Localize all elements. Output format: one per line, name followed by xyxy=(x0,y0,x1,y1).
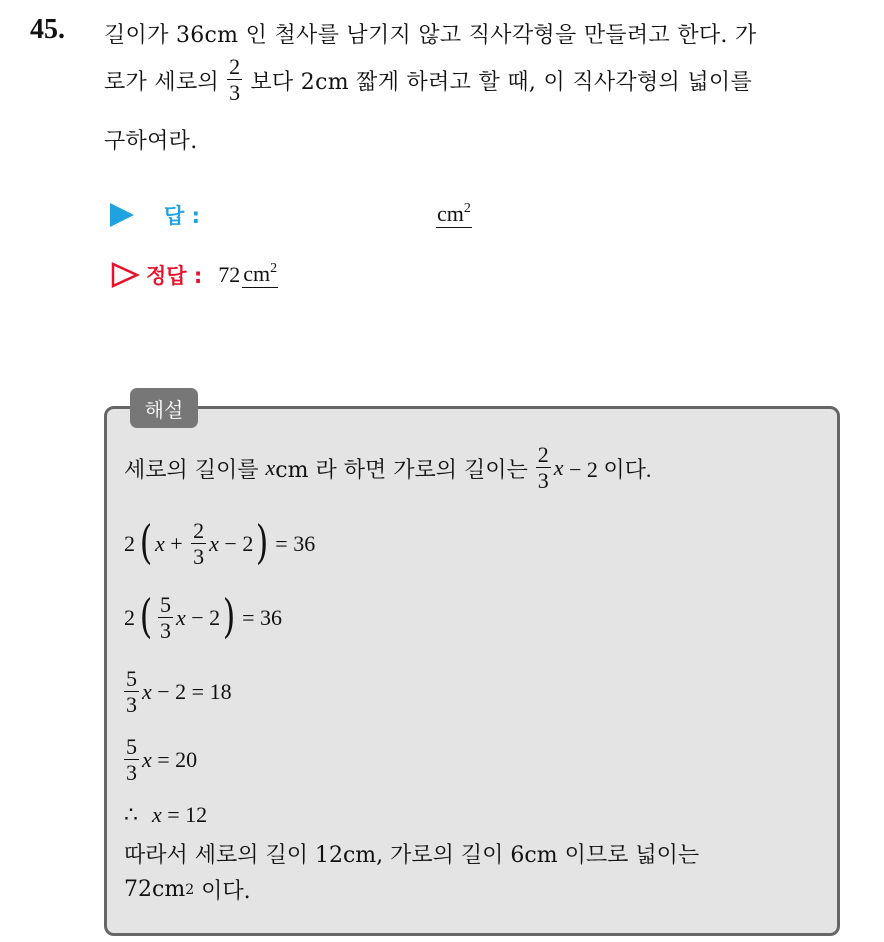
question-text: 보다 2cm 짧게 하려고 할 때, 이 직사각형의 넓이를 xyxy=(250,69,753,95)
conclusion-line-1: 따라서 세로의 길이 12cm, 가로의 길이 6cm 이므로 넓이는 xyxy=(124,843,700,868)
fraction-five-thirds: $\frac{5}{3}$ xyxy=(126,666,137,717)
correct-answer-row xyxy=(110,260,278,290)
answer-blank-unit[interactable]: $cm^2$ xyxy=(436,202,472,228)
question-line-3: 구하여라. xyxy=(104,129,198,154)
question-number: 45. xyxy=(30,14,65,45)
fraction-numerator: 2 xyxy=(229,54,241,79)
answer-label: 답 : xyxy=(164,204,200,228)
solution-line-1 xyxy=(124,444,651,492)
equation-5: ∴ x = 12 xyxy=(124,802,208,827)
question-line-1: 길이가 36cm 인 철사를 남기지 않고 직사각형을 만들려고 한다. 가 xyxy=(104,23,757,48)
correct-answer-unit: $cm^2$ xyxy=(242,262,278,288)
correct-answer-label: 정답 : xyxy=(146,264,203,288)
question-line-2 xyxy=(104,56,752,104)
therefore-symbol: ∴ xyxy=(124,802,138,827)
solution-text: cm 라 하면 가로의 길이는 xyxy=(275,457,528,483)
solution-text: − 2 이다. xyxy=(563,456,652,482)
equation-3: $\frac{5}{3}$ x − 2 = 18 xyxy=(126,666,232,717)
fraction-denominator: 3 xyxy=(229,80,241,105)
fraction-two-thirds: $\frac{2}{3}$ xyxy=(193,518,205,569)
fraction-two-thirds xyxy=(227,56,242,104)
answer-row xyxy=(110,200,472,230)
solution-tag: 해설 xyxy=(130,388,198,428)
fraction-five-thirds: $\frac{5}{3}$ xyxy=(159,592,171,643)
equation-1: 2 ( x + $\frac{2}{3}$ x − 2 ) = 36 xyxy=(124,515,316,569)
fraction-five-thirds: $\frac{5}{3}$ xyxy=(126,734,137,785)
equation-2: 2 ( $\frac{5}{3}$ x − 2 ) = 36 xyxy=(124,589,283,643)
variable-x: x xyxy=(553,455,564,480)
equation-4: $\frac{5}{3}$ x = 20 xyxy=(126,734,198,785)
question-text: 로가 세로의 xyxy=(104,69,220,95)
solution-text: 세로의 길이를 xyxy=(124,457,259,483)
hollow-arrow-icon xyxy=(110,261,140,289)
conclusion-line-2: 72cm 2 이다. xyxy=(124,877,251,904)
play-arrow-icon xyxy=(110,203,134,227)
correct-answer-value: 72 xyxy=(218,262,241,287)
fraction-two-thirds: $\frac{2}{3}$ xyxy=(537,442,549,493)
variable-x: x xyxy=(265,455,276,480)
